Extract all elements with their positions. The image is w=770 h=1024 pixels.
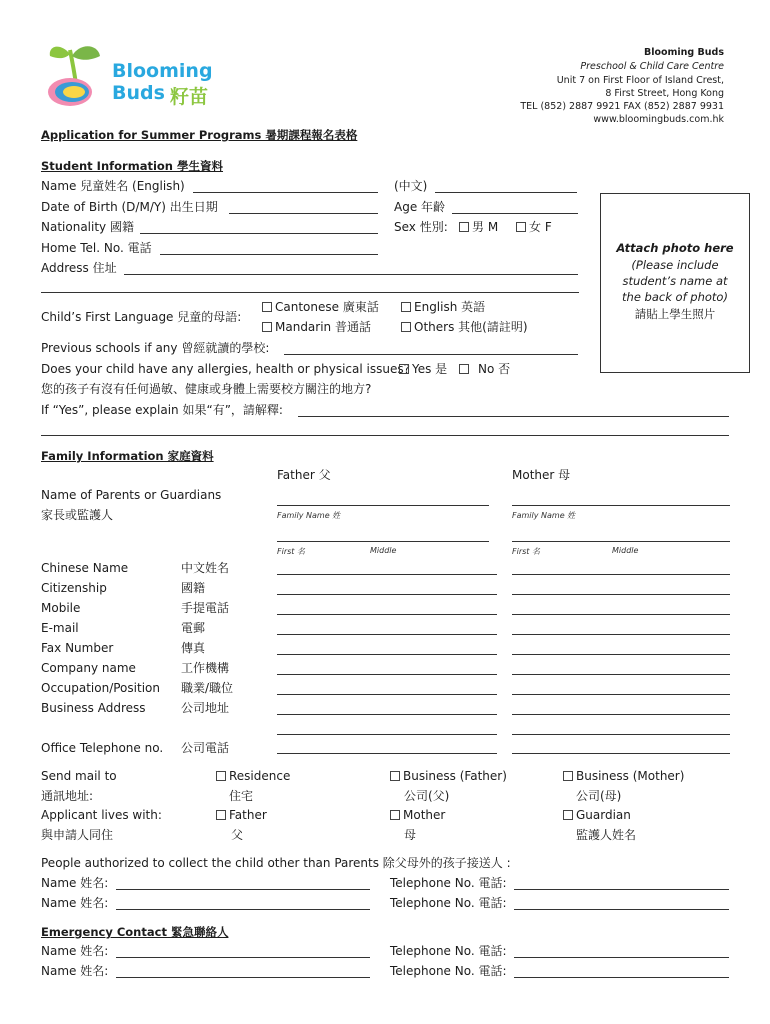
checkbox-yes[interactable]: Yes 是 [399,362,447,377]
input-business-address-extra-mother[interactable] [512,734,730,735]
org-website: www.bloomingbuds.com.hk [593,114,724,125]
checkbox-sex-f[interactable]: 女 F [516,220,552,235]
logo-text-blooming: Blooming [112,60,213,82]
label-address: Address 住址 [41,261,117,275]
label-emergency-name-2: Name 姓名: [41,964,109,978]
org-name: Blooming Buds [643,47,724,58]
father-column-label: Father 父 [277,468,331,482]
input-father-field[interactable] [277,594,497,595]
checkbox-mail-residence[interactable]: Residence [216,769,290,784]
family-field-label-cn: 職業/職位 [181,681,234,695]
input-explain-2[interactable] [41,435,729,436]
input-office-tel-father[interactable] [277,753,497,754]
input-mother-family-name[interactable] [512,505,730,506]
input-mother-field[interactable] [512,634,730,635]
label-emergency-name-1: Name 姓名: [41,944,109,958]
label-mail-business-mother-cn: 公司(母) [576,789,622,803]
photo-note-4: 請貼上學生照片 [634,307,716,321]
input-mother-field[interactable] [512,694,730,695]
family-field-label-cn: 中文姓名 [181,561,230,575]
photo-note-1: (Please include [631,258,719,272]
input-mother-field[interactable] [512,594,730,595]
input-mother-field[interactable] [512,574,730,575]
family-field-label: Mobile [41,601,81,615]
label-explain: If “Yes”, please explain 如果“有”，請解釋: [41,403,283,417]
photo-note-3: the back of photo) [622,290,728,304]
input-name-english[interactable] [193,192,378,193]
input-mother-field[interactable] [512,714,730,715]
parents-label-cn: 家長或監護人 [41,508,114,522]
photo-note-2: student’s name at [622,274,728,288]
label-first-language: Child’s First Language 兒童的母語: [41,310,242,324]
family-field-label: Fax Number [41,641,114,655]
input-address-2[interactable] [41,292,579,293]
checkbox-others[interactable]: Others 其他(請註明) [401,320,528,335]
label-send-mail-cn: 通訊地址: [41,789,94,803]
input-emergency-tel-2[interactable] [514,977,729,978]
input-father-family-name[interactable] [277,505,489,506]
label-allergies: Does your child have any allergies, health or physical issues? [41,362,410,376]
input-name-chinese[interactable] [435,192,577,193]
family-field-label: Business Address [41,701,146,715]
family-field-label: E-mail [41,621,79,635]
label-emergency-tel-2: Telephone No. 電話: [390,964,507,978]
label-authorized-name-1: Name 姓名: [41,876,109,890]
father-middle-caption: Middle [370,546,397,555]
label-authorized-tel-1: Telephone No. 電話: [390,876,507,890]
input-emergency-name-2[interactable] [116,977,370,978]
checkbox-sex-m[interactable]: 男 M [459,220,498,235]
input-father-first-name[interactable] [277,541,489,542]
input-emergency-name-1[interactable] [116,957,370,958]
input-father-field[interactable] [277,574,497,575]
family-heading: Family Information 家庭資料 [41,449,214,463]
checkbox-cantonese[interactable]: Cantonese 廣東話 [262,300,379,315]
photo-title: Attach photo here [616,241,734,255]
label-lives-with-cn: 與申請人同住 [41,828,114,842]
input-mother-field[interactable] [512,674,730,675]
father-family-name-caption: Family Name 姓 [277,511,341,520]
input-father-field[interactable] [277,674,497,675]
input-mother-field[interactable] [512,614,730,615]
sprout-logo-icon [46,40,116,112]
mother-middle-caption: Middle [612,546,639,555]
input-mother-first-name[interactable] [512,541,730,542]
logo-text-buds: Buds [112,82,165,104]
label-name-english: Name 兒童姓名 (English) [41,179,185,193]
label-name-chinese: (中文) [394,179,428,193]
input-authorized-tel-2[interactable] [514,909,729,910]
input-nationality[interactable] [140,233,378,234]
label-authorized-name-2: Name 姓名: [41,896,109,910]
label-lives-father-cn: 父 [231,828,244,842]
label-office-tel-cn: 公司電話 [181,741,230,755]
input-father-field[interactable] [277,614,497,615]
family-field-label-cn: 電郵 [181,621,206,635]
label-authorized-tel-2: Telephone No. 電話: [390,896,507,910]
logo [46,40,221,112]
org-tagline: Preschool & Child Care Centre [580,61,724,72]
input-father-field[interactable] [277,714,497,715]
family-field-label-cn: 公司地址 [181,701,230,715]
form-title: Application for Summer Programs 暑期課程報名表格 [41,128,358,142]
input-emergency-tel-1[interactable] [514,957,729,958]
family-field-label: Occupation/Position [41,681,160,695]
label-previous-schools: Previous schools if any 曾經就讀的學校: [41,341,270,355]
org-address-2: 8 First Street, Hong Kong [605,88,724,99]
family-field-label-cn: 傳真 [181,641,206,655]
family-field-label-cn: 手提電話 [181,601,230,615]
label-allergies-cn: 您的孩子有沒有任何過敏、健康或身體上需要校方關注的地方? [41,382,372,396]
label-dob: Date of Birth (D/M/Y) 出生日期 [41,200,218,214]
checkbox-mandarin[interactable]: Mandarin 普通話 [262,320,371,335]
emergency-heading: Emergency Contact 緊急聯絡人 [41,925,229,939]
label-age: Age 年齡 [394,200,446,214]
label-emergency-tel-1: Telephone No. 電話: [390,944,507,958]
input-authorized-name-1[interactable] [116,889,370,890]
label-lives-guardian-cn: 監護人姓名 [576,828,637,842]
checkbox-mail-business-mother[interactable]: Business (Mother) [563,769,684,784]
checkbox-lives-father[interactable]: Father [216,808,267,823]
checkbox-english[interactable]: English 英語 [401,300,485,315]
family-field-label-cn: 工作機構 [181,661,230,675]
label-mail-business-father-cn: 公司(父) [404,789,450,803]
label-lives-with: Applicant lives with: [41,808,162,822]
authorized-heading: People authorized to collect the child other than Parents 除父母外的孩子接送人 : [41,856,511,870]
input-explain-1[interactable] [298,416,729,417]
mother-first-caption: First 名 [512,547,540,556]
org-address-1: Unit 7 on First Floor of Island Crest, [556,75,724,86]
input-dob[interactable] [229,213,378,214]
input-father-field[interactable] [277,694,497,695]
input-age[interactable] [452,213,578,214]
input-mother-field[interactable] [512,654,730,655]
family-field-label: Chinese Name [41,561,129,575]
checkbox-no[interactable]: No 否 [459,362,510,377]
family-field-label: Citizenship [41,581,107,595]
input-father-field[interactable] [277,634,497,635]
input-previous-schools[interactable] [284,354,578,355]
input-business-address-extra-father[interactable] [277,734,497,735]
label-lives-mother-cn: 母 [404,828,417,842]
family-field-label: Company name [41,661,136,675]
label-send-mail: Send mail to [41,769,117,783]
parents-label: Name of Parents or Guardians [41,488,222,502]
input-authorized-tel-1[interactable] [514,889,729,890]
checkbox-lives-guardian[interactable]: Guardian [563,808,631,823]
org-phone: TEL (852) 2887 9921 FAX (852) 2887 9931 [520,101,724,112]
label-office-tel: Office Telephone no. [41,741,164,755]
logo-text-chinese: 籽苗 [170,86,209,108]
input-home-tel[interactable] [160,254,378,255]
mother-family-name-caption: Family Name 姓 [512,511,576,520]
input-authorized-name-2[interactable] [116,909,370,910]
checkbox-lives-mother[interactable]: Mother [390,808,445,823]
label-nationality: Nationality 國籍 [41,220,134,234]
checkbox-mail-business-father[interactable]: Business (Father) [390,769,507,784]
father-first-caption: First 名 [277,547,305,556]
student-heading: Student Information 學生資料 [41,159,224,173]
label-home-tel: Home Tel. No. 電話 [41,241,152,255]
label-mail-residence-cn: 住宅 [229,789,254,803]
input-office-tel-mother[interactable] [512,753,730,754]
input-address-1[interactable] [124,274,578,275]
input-father-field[interactable] [277,654,497,655]
family-field-label-cn: 國籍 [181,581,206,595]
label-sex: Sex 性別: [394,220,448,234]
mother-column-label: Mother 母 [512,468,571,482]
